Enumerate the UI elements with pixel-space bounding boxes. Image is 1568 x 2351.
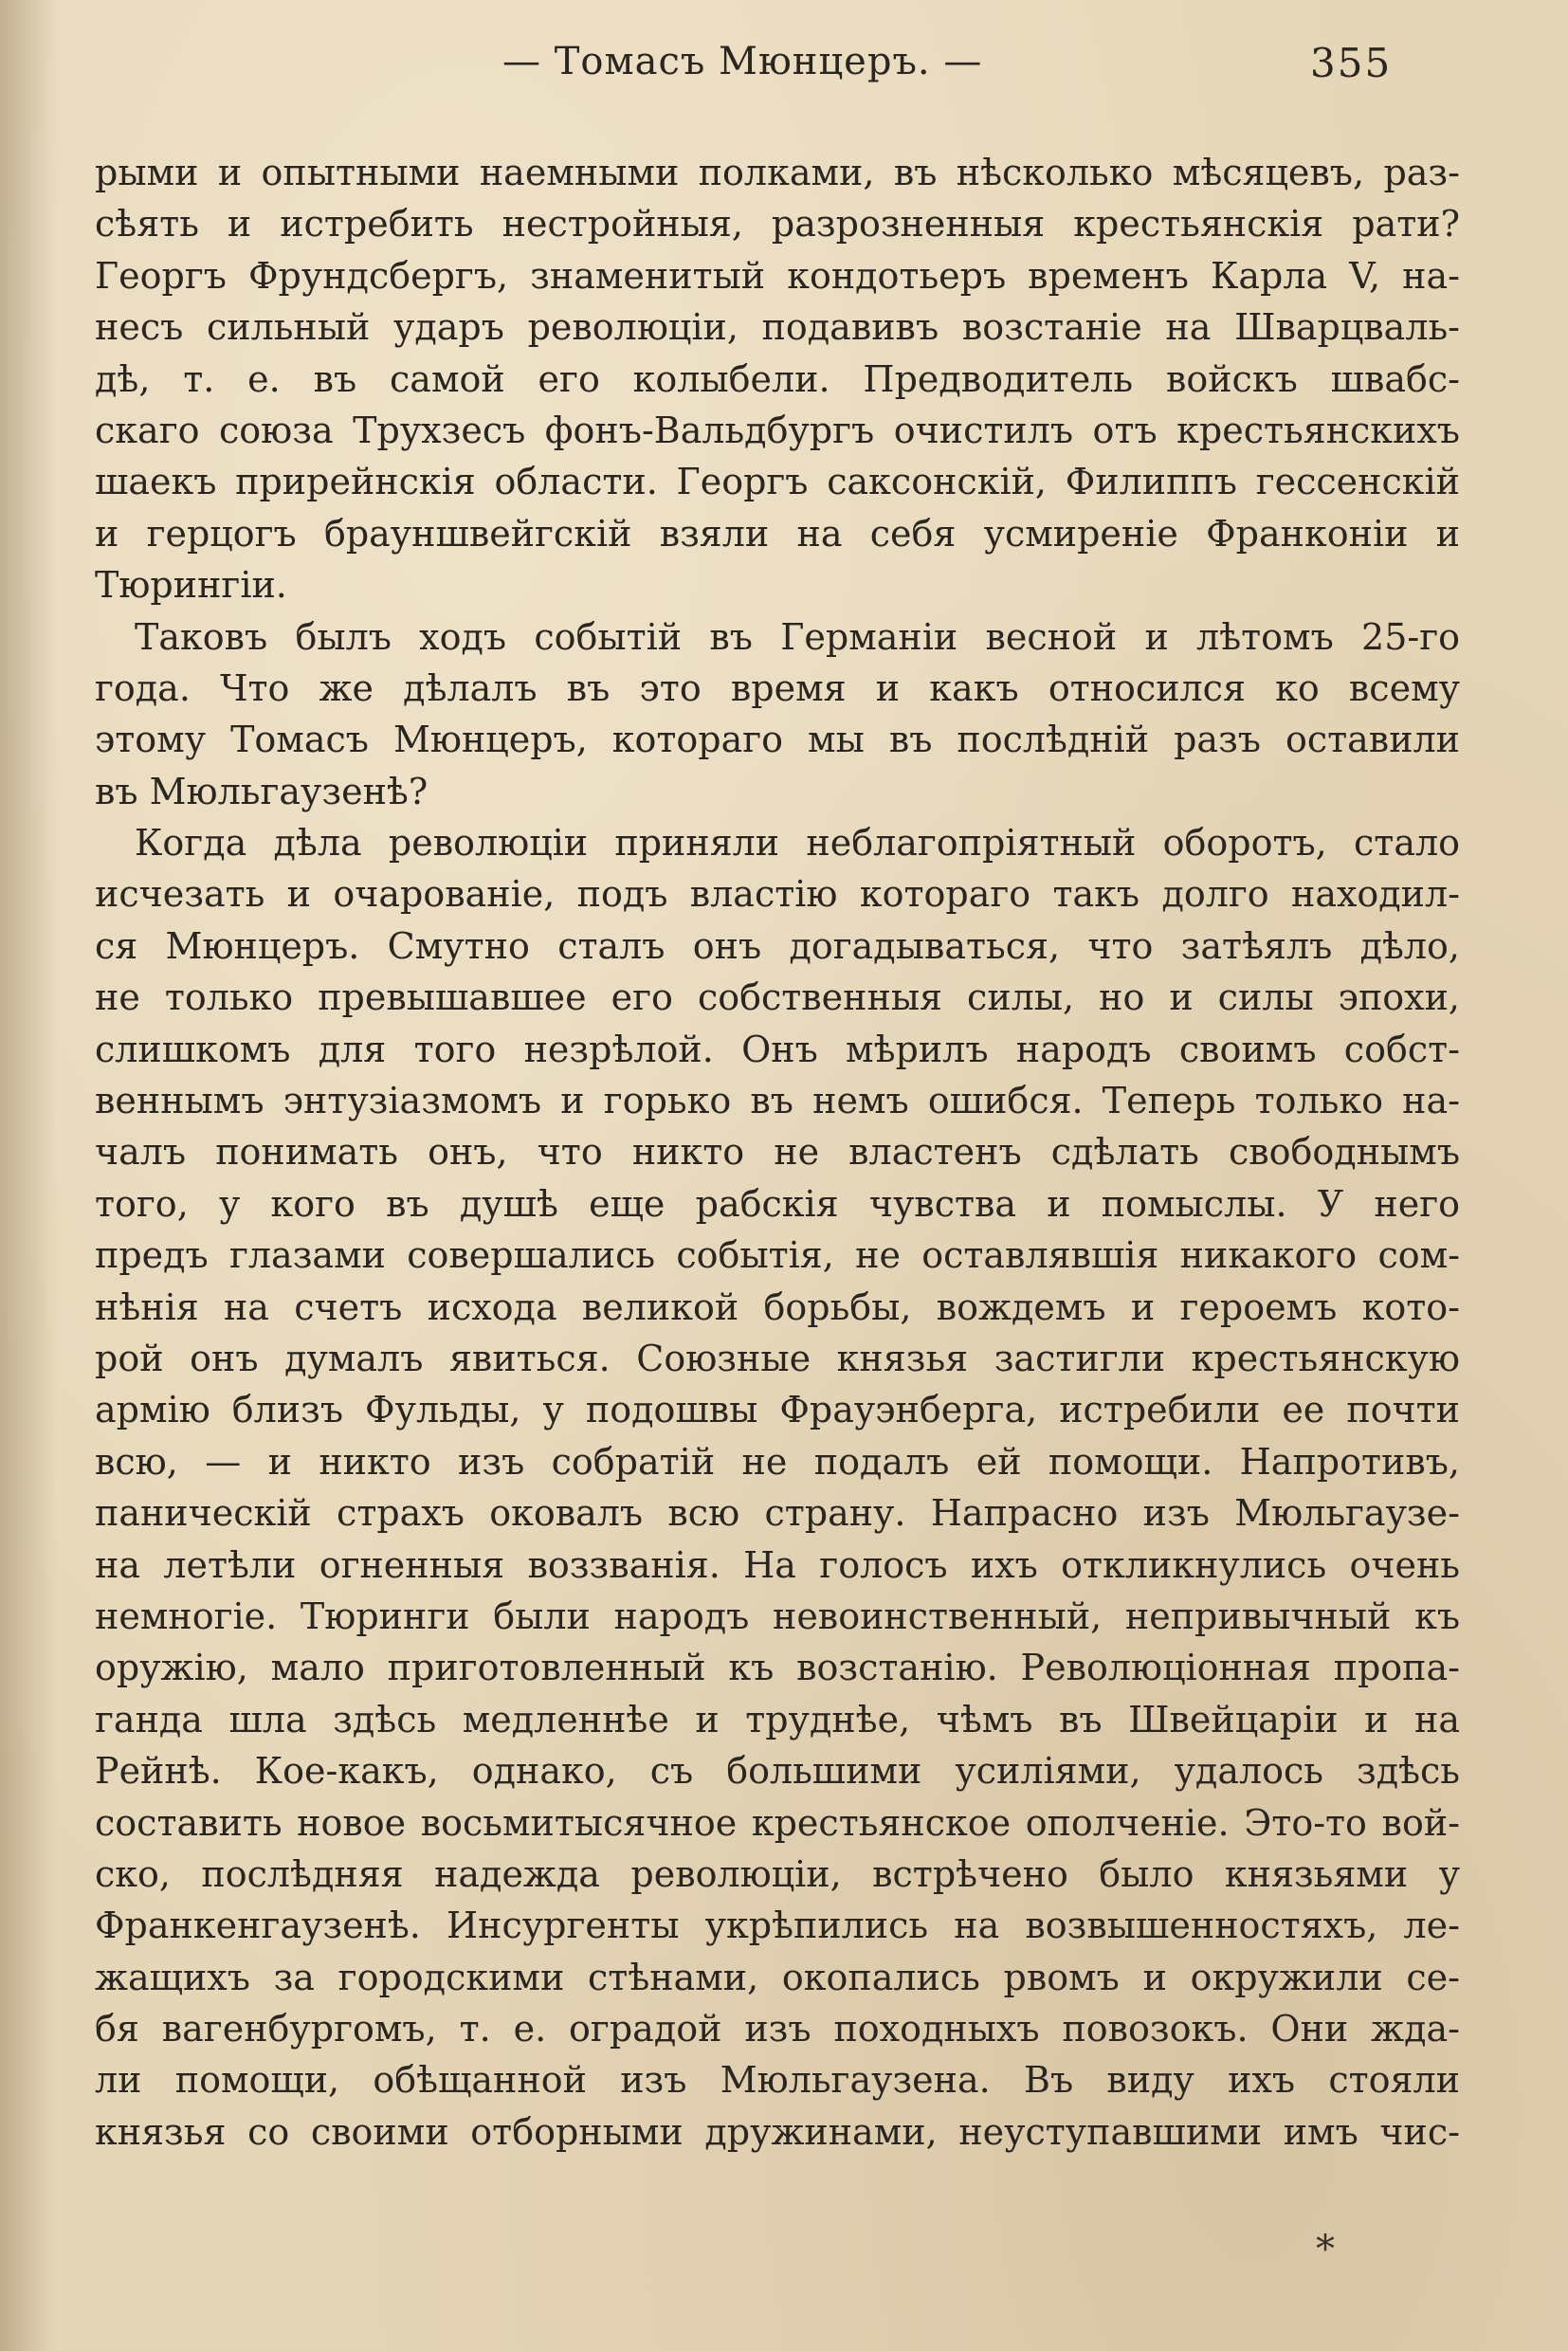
signature-mark: *: [1316, 2228, 1335, 2271]
page-gutter-shadow: [0, 0, 57, 2351]
body-text: [95, 147, 1460, 2158]
text-line: дѣ, т. е. въ самой его колыбели. Предводитель войскъ швабс-: [95, 357, 1460, 400]
text-line: сѣять и истребить нестройныя, разрозненныя крестьянскія рати?: [95, 203, 1460, 246]
paragraph: [95, 147, 1460, 611]
text-line: чалъ понимать онъ, что никто не властенъ сдѣлать свободнымъ: [95, 1131, 1460, 1174]
text-line: ско, послѣдняя надежда революціи, встрѣчено было князьями у: [95, 1852, 1460, 1895]
text-line: исчезать и очарованіе, подъ властію котораго такъ долго находил-: [95, 873, 1460, 916]
text-line: всю, — и никто изъ собратій не подалъ ей помощи. Напротивъ,: [95, 1440, 1460, 1483]
text-line: Когда дѣла революціи приняли неблагопріятный оборотъ, стало: [135, 822, 1460, 865]
text-line: князья со своими отборными дружинами, неуступавшими имъ чис-: [95, 2110, 1460, 2153]
text-line: составить новое восьмитысячное крестьянское ополченіе. Это-то вой-: [95, 1801, 1460, 1844]
text-line: шаекъ прирейнскія области. Георгъ саксонскій, Филиппъ гессенскій: [95, 461, 1460, 503]
text-line: скаго союза Трухзесъ фонъ-Вальдбургъ очистилъ отъ крестьянскихъ: [95, 409, 1460, 451]
page-number: 355: [1310, 40, 1393, 86]
text-line: того, у кого въ душѣ еще рабскія чувства и помыслы. У него: [95, 1182, 1460, 1225]
paragraph: [95, 817, 1460, 2158]
text-line: ганда шла здѣсь медленнѣе и труднѣе, чѣмъ въ Швейцаріи и на: [95, 1698, 1460, 1740]
text-line: рой онъ думалъ явиться. Союзные князья застигли крестьянскую: [95, 1337, 1460, 1379]
text-line: веннымъ энтузіазмомъ и горько въ немъ ошибся. Теперь только на-: [95, 1080, 1460, 1122]
text-line: нѣнія на счетъ исхода великой борьбы, вождемъ и героемъ кото-: [95, 1285, 1460, 1328]
text-line: оружію, мало приготовленный къ возстанію. Революціонная пропа-: [95, 1647, 1460, 1689]
text-line: предъ глазами совершались событія, не оставлявшія никакого сом-: [95, 1234, 1460, 1277]
text-line: Таковъ былъ ходъ событій въ Германіи весной и лѣтомъ 25-го: [135, 615, 1460, 658]
text-line: несъ сильный ударъ революціи, подавивъ возстаніе на Шварцваль-: [95, 306, 1460, 349]
text-line: бя вагенбургомъ, т. е. оградой изъ походныхъ повозокъ. Они жда-: [95, 2008, 1460, 2050]
text-line: армію близъ Фульды, у подошвы Фрауэнберга, истребили ее почти: [95, 1389, 1460, 1431]
text-line: рыми и опытными наемными полками, въ нѣсколько мѣсяцевъ, раз-: [95, 152, 1460, 193]
text-line: Тюрингіи.: [95, 564, 287, 607]
text-line: ся Мюнцеръ. Смутно сталъ онъ догадываться, что затѣялъ дѣло,: [95, 924, 1460, 967]
text-line: и герцогъ брауншвейгскій взяли на себя усмиреніе Франконіи и: [95, 512, 1460, 555]
text-line: года. Что же дѣлалъ въ это время и какъ относился ко всему: [95, 666, 1460, 709]
running-head: [0, 40, 1568, 97]
text-line: этому Томасъ Мюнцеръ, котораго мы въ послѣдній разъ оставили: [95, 719, 1460, 761]
text-line: Георгъ Фрундсбергъ, знаменитый кондотьеръ временъ Карла V, на-: [95, 254, 1460, 297]
text-line: не только превышавшее его собственныя силы, но и силы эпохи,: [95, 976, 1460, 1019]
text-line: жащихъ за городскими стѣнами, окопались рвомъ и окружили се-: [95, 1956, 1460, 1998]
running-title: — Томасъ Мюнцеръ. —: [502, 40, 983, 83]
paragraph: [95, 611, 1460, 818]
text-line: ли помощи, обѣщанной изъ Мюльгаузена. Въ виду ихъ стояли: [95, 2059, 1460, 2102]
text-line: Франкенгаузенѣ. Инсургенты укрѣпились на возвышенностяхъ, ле-: [95, 1904, 1460, 1947]
text-line: Рейнѣ. Кое-какъ, однако, съ большими усиліями, удалось здѣсь: [95, 1750, 1460, 1793]
text-line: слишкомъ для того незрѣлой. Онъ мѣрилъ народъ своимъ собст-: [95, 1028, 1460, 1070]
text-line: въ Мюльгаузенѣ?: [95, 770, 428, 812]
text-line: на летѣли огненныя воззванія. На голосъ ихъ откликнулись очень: [95, 1543, 1460, 1586]
text-line: немногіе. Тюринги были народъ невоинственный, непривычный къ: [95, 1595, 1460, 1637]
text-line: паническій страхъ оковалъ всю страну. Напрасно изъ Мюльгаузе-: [95, 1492, 1460, 1535]
